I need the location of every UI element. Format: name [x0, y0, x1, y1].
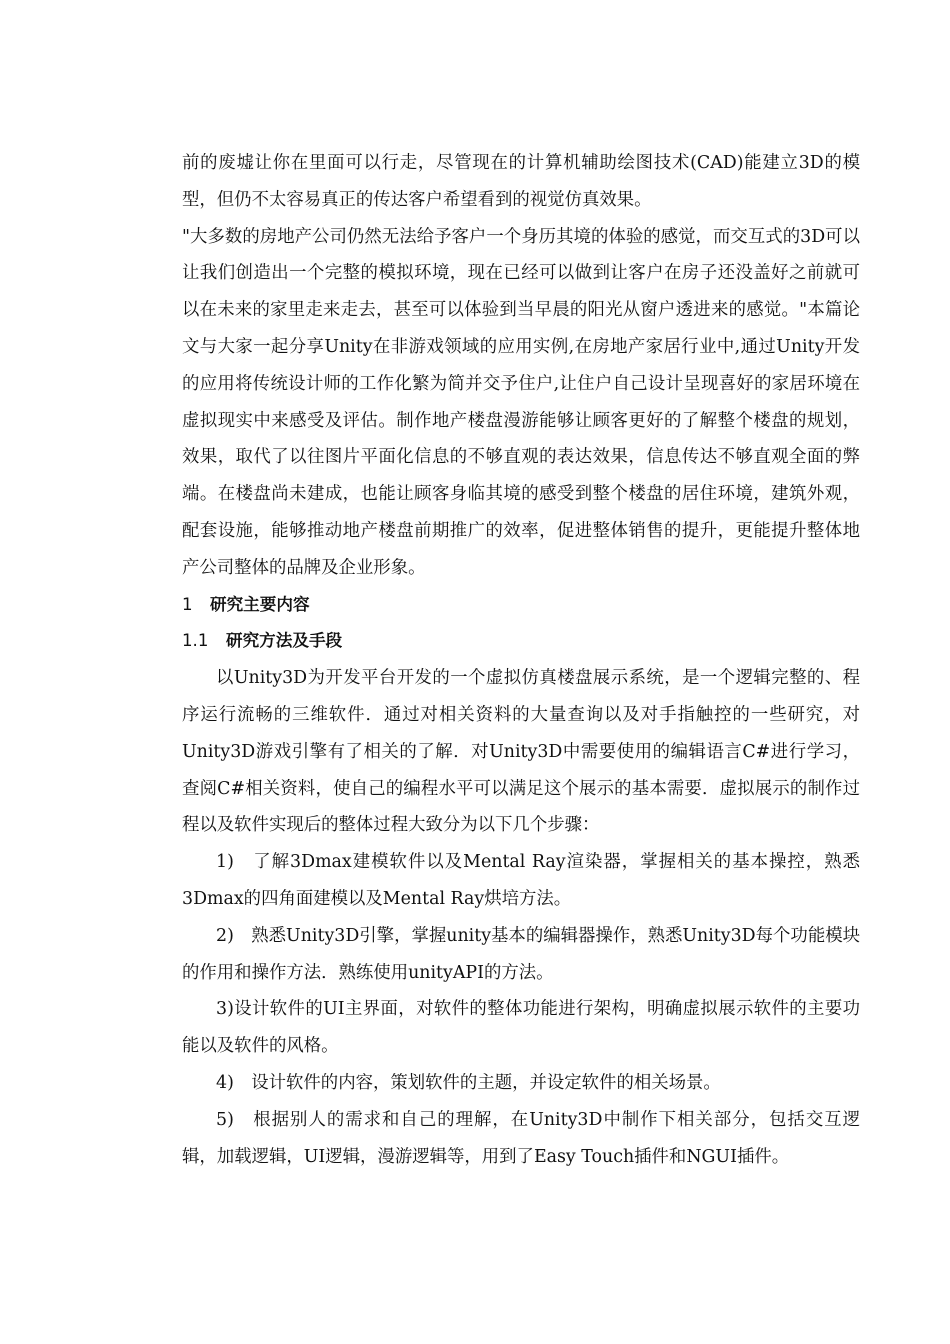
body-paragraph: "大多数的房地产公司仍然无法给予客户一个身历其境的体验的感觉，而交互式的3D可以让我们创造出一个完整的模拟环境，现在已经可以做到让客户在房子还没盖好之前就可以在未来的家里走来走去，甚至可以体验到当早晨的阳光从窗户透进来的感觉。"本篇论文与大家一起分享Unity在非游戏领域的应用实例,在房地产家居行业中,通过Unity开发的应用将传统设计师的工作化繁为简并交予住户,让住户自己设计呈现喜好的家居环境在虚拟现实中来感受及评估。制作地产楼盘漫游能够让顾客更好的了解整个楼盘的规划，效果，取代了以往图片平面化信息的不够直观的表达效果，信息传达不够直观全面的弊端。在楼盘尚未建成，也能让顾客身临其境的感受到整个楼盘的居住环境，建筑外观，配套设施，能够推动地产楼盘前期推广的效率，促进整体销售的提升，更能提升整体地产公司整体的品牌及企业形象。: [182, 226, 860, 578]
subsection-title: 研究方法及手段: [226, 631, 343, 651]
step-item: 2) 熟悉Unity3D引擎，掌握unity基本的编辑器操作，熟悉Unity3D每个功能模块的作用和操作方法．熟练使用unityAPI的方法。: [182, 925, 860, 983]
step-item: 1) 了解3Dmax建模软件以及Mental Ray渲染器，掌握相关的基本操控，熟悉3Dmax的四角面建模以及Mental Ray烘培方法。: [182, 852, 860, 909]
section-number: 1: [182, 594, 193, 614]
section-heading: [182, 587, 860, 624]
step-item: 5) 根据别人的需求和自己的理解，在Unity3D中制作下相关部分，包括交互逻辑，加载逻辑，UI逻辑，漫游逻辑等，用到了Easy Touch插件和NGUI插件。: [182, 1109, 860, 1167]
body-paragraph: 以Unity3D为开发平台开发的一个虚拟仿真楼盘展示系统，是一个逻辑完整的、程序运行流畅的三维软件．通过对相关资料的大量查询以及对手指触控的一些研究，对Unity3D游戏引擎有了相关的了解．对Unity3D中需要使用的编辑语言C#进行学习，查阅C#相关资料，使自己的编程水平可以满足这个展示的基本需要．虚拟展示的制作过程以及软件实现后的整体过程大致分为以下几个步骤：: [182, 668, 860, 836]
step-item: 3)设计软件的UI主界面，对软件的整体功能进行架构，明确虚拟展示软件的主要功能以及软件的风格。: [182, 999, 860, 1057]
step-item: 4) 设计软件的内容，策划软件的主题，并设定软件的相关场景。: [216, 1072, 721, 1093]
subsection-number: 1.1: [182, 631, 209, 651]
subsection-heading: [182, 623, 860, 660]
body-paragraph: 前的废墟让你在里面可以行走，尽管现在的计算机辅助绘图技术(CAD)能建立3D的模型，但仍不太容易真正的传达客户希望看到的视觉仿真效果。: [182, 153, 860, 210]
section-title: 研究主要内容: [210, 594, 310, 614]
document-page: [182, 145, 860, 1175]
